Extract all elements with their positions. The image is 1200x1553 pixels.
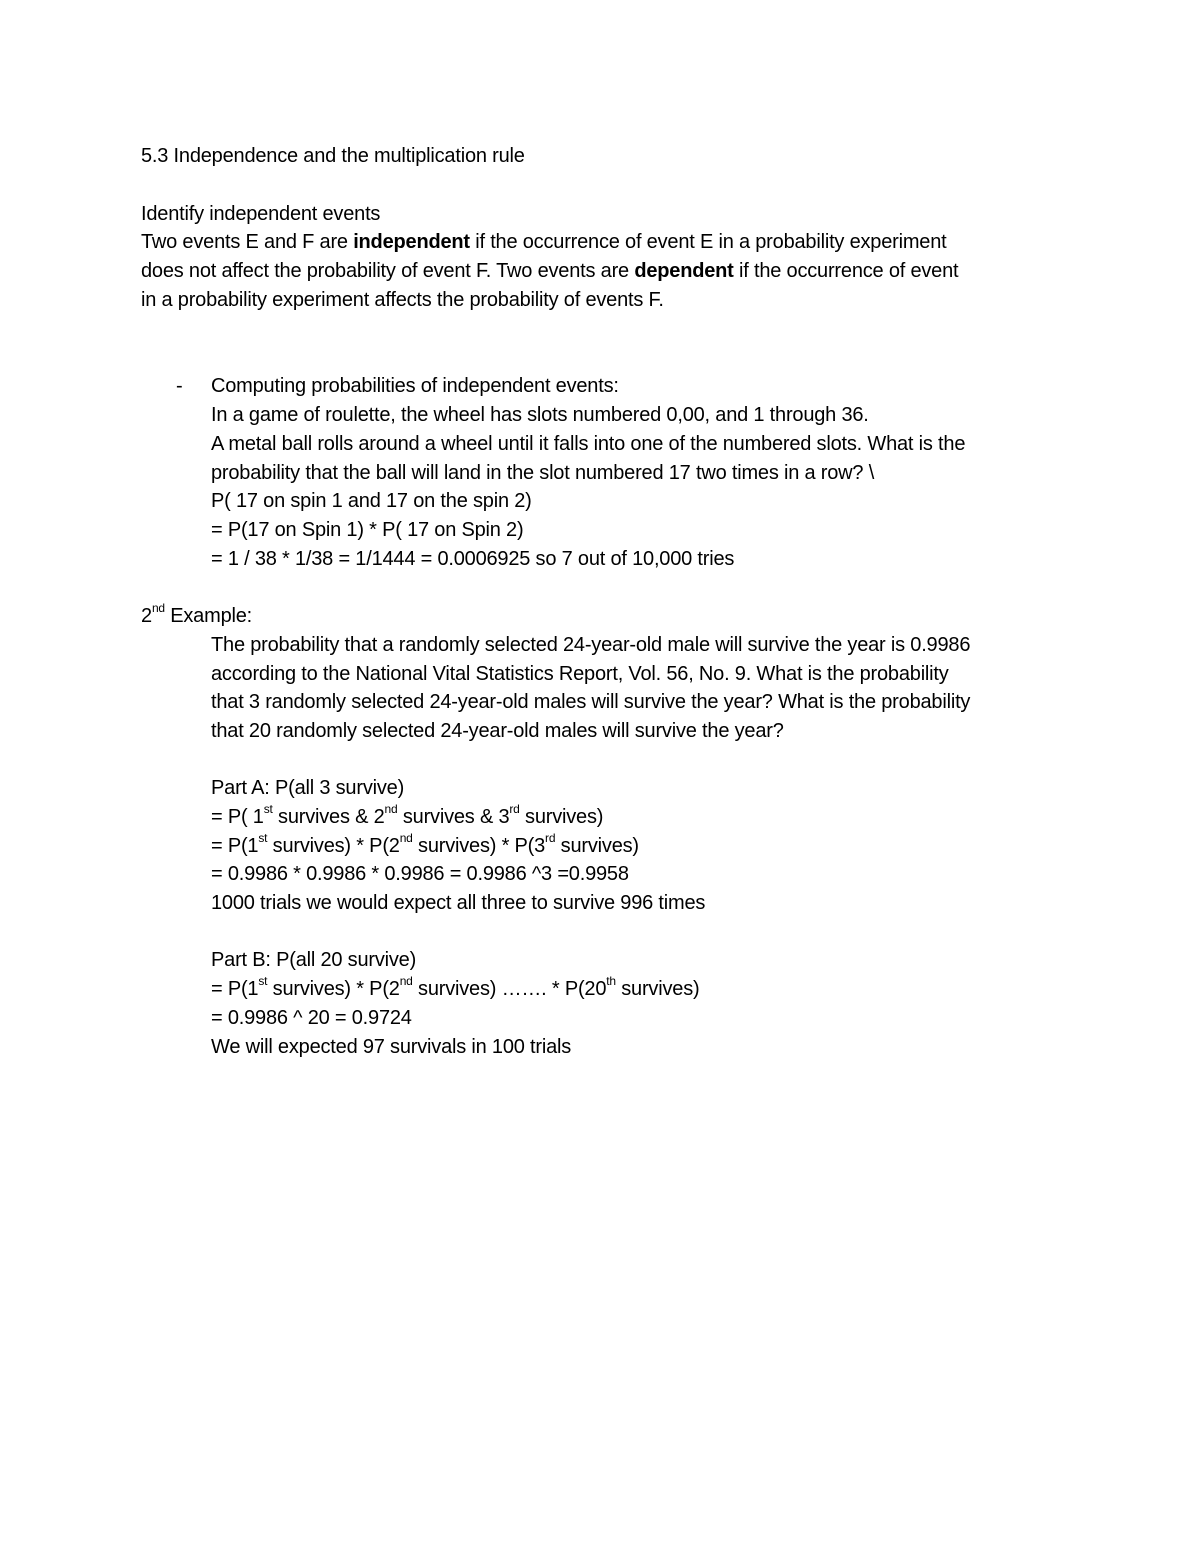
text-run: if the occurrence of event E in a probability experiment bbox=[469, 231, 947, 253]
part-a-line-4: = 0.9986 * 0.9986 * 0.9986 = 0.9986 ^3 =0.9958 bbox=[211, 863, 629, 885]
text-run: survives) * P(2 bbox=[267, 835, 400, 857]
text-run: survives) bbox=[519, 806, 604, 828]
example2-heading bbox=[141, 602, 252, 631]
subsection-heading: Identify independent events bbox=[141, 203, 381, 225]
example1-line-4: P( 17 on spin 1 and 17 on the spin 2) bbox=[211, 490, 532, 512]
ordinal-suffix: nd bbox=[151, 601, 165, 616]
text-run: = P(1 bbox=[211, 978, 259, 1000]
ordinal-suffix: th bbox=[606, 974, 616, 989]
ordinal-suffix: nd bbox=[399, 831, 413, 846]
text-run: survives) bbox=[555, 835, 639, 857]
part-a-line-3 bbox=[211, 832, 639, 861]
text-run: survives) bbox=[615, 978, 700, 1000]
ordinal-suffix: rd bbox=[509, 802, 520, 817]
definition-line-3: in a probability experiment affects the probability of events F. bbox=[141, 289, 664, 311]
example2-line-4: that 20 randomly selected 24-year-old males will survive the year? bbox=[211, 720, 784, 742]
section-title: 5.3 Independence and the multiplication rule bbox=[141, 145, 525, 167]
example2-line-3: that 3 randomly selected 24-year-old males will survive the year? What is the probability bbox=[211, 691, 971, 713]
list-bullet: - bbox=[176, 375, 183, 397]
part-b-heading: Part B: P(all 20 survive) bbox=[211, 949, 417, 971]
example2-line-2: according to the National Vital Statistics Report, Vol. 56, No. 9. What is the probability bbox=[211, 663, 949, 685]
definition-line-1 bbox=[141, 228, 947, 257]
ordinal-suffix: st bbox=[258, 831, 268, 846]
part-a-line-5: 1000 trials we would expect all three to survive 996 times bbox=[211, 892, 706, 914]
part-b-line-4: We will expected 97 survivals in 100 trials bbox=[211, 1036, 572, 1058]
text-run: survives) * P(2 bbox=[267, 978, 400, 1000]
example1-line-5: = P(17 on Spin 1) * P( 17 on Spin 2) bbox=[211, 519, 524, 541]
text-run: Two events E and F are bbox=[141, 231, 354, 253]
text-run: survives & 2 bbox=[272, 806, 385, 828]
definition-line-2 bbox=[141, 257, 958, 286]
term-independent: independent bbox=[353, 231, 470, 253]
example2-line-1: The probability that a randomly selected 24-year-old male will survive the year is 0.9986 bbox=[211, 634, 971, 656]
text-run: 2 bbox=[141, 605, 152, 627]
part-a-heading: Part A: P(all 3 survive) bbox=[211, 777, 405, 799]
example1-heading: Computing probabilities of independent events: bbox=[211, 375, 619, 397]
ordinal-suffix: st bbox=[258, 974, 268, 989]
text-run: survives & 3 bbox=[397, 806, 510, 828]
ordinal-suffix: nd bbox=[384, 802, 398, 817]
ordinal-suffix: st bbox=[263, 802, 273, 817]
text-run: survives) * P(3 bbox=[412, 835, 546, 857]
part-a-line-2 bbox=[211, 803, 603, 832]
ordinal-suffix: nd bbox=[399, 974, 413, 989]
example1-line-2: A metal ball rolls around a wheel until it falls into one of the numbered slots. What is the bbox=[211, 433, 966, 455]
part-b-line-2 bbox=[211, 975, 699, 1004]
text-run: if the occurrence of event bbox=[733, 260, 959, 282]
example1-line-3: probability that the ball will land in the slot numbered 17 two times in a row? \ bbox=[211, 462, 875, 484]
text-run: Example: bbox=[164, 605, 253, 627]
text-run: = P( 1 bbox=[211, 806, 264, 828]
example1-line-1: In a game of roulette, the wheel has slots numbered 0,00, and 1 through 36. bbox=[211, 404, 869, 426]
text-run: does not affect the probability of event F. Two events are bbox=[141, 260, 635, 282]
text-run: = P(1 bbox=[211, 835, 259, 857]
term-dependent: dependent bbox=[634, 260, 734, 282]
ordinal-suffix: rd bbox=[545, 831, 556, 846]
part-b-line-3: = 0.9986 ^ 20 = 0.9724 bbox=[211, 1007, 412, 1029]
example1-line-6: = 1 / 38 * 1/38 = 1/1444 = 0.0006925 so 7 out of 10,000 tries bbox=[211, 548, 735, 570]
text-run: survives) ……. * P(20 bbox=[412, 978, 607, 1000]
